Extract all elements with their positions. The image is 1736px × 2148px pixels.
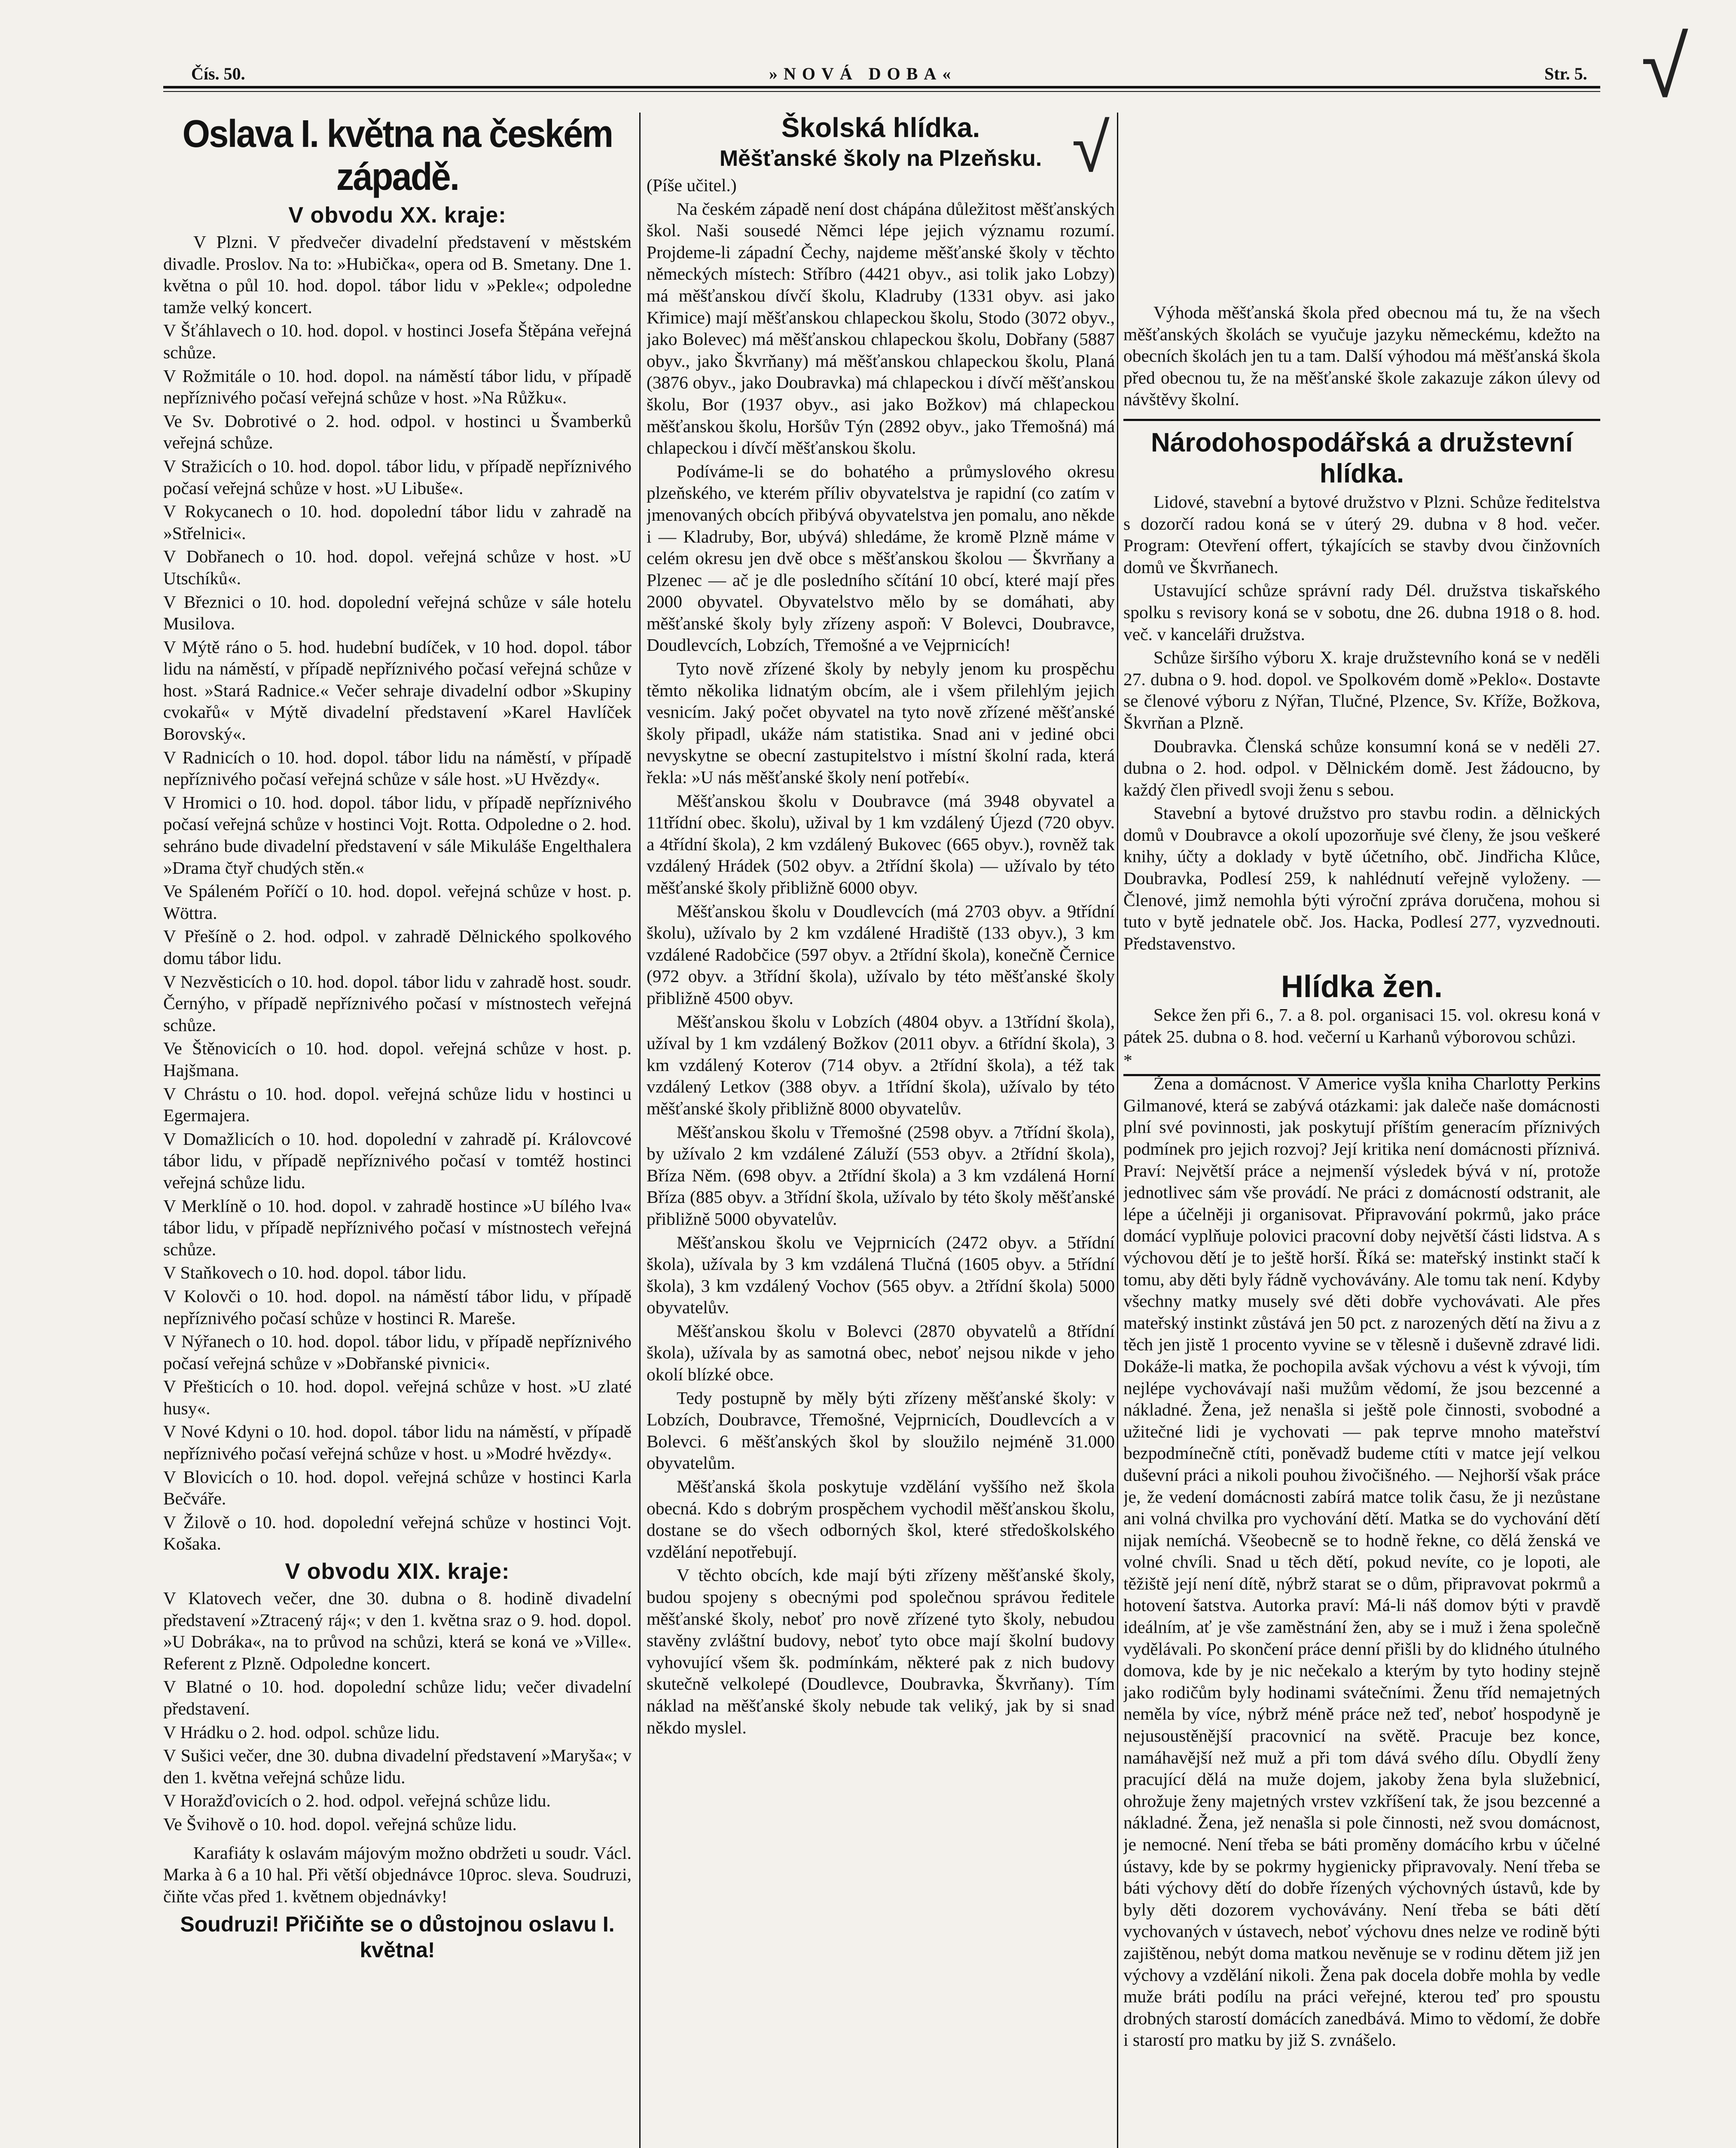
event-item: V Rokycanech o 10. hod. dopolední tábor lidu v zahradě na »Střelnici«. [163,501,632,543]
event-item: Ve Švihově o 10. hod. dopol. veřejná schůze lidu. [163,1814,517,1834]
women-home-article: Žena a domácnost. V Americe vyšla kniha Charlotty Perkins Gilmanové, která se zabývá otázkami: jak daleče naše domácnosti plní své povinnosti, jak poskytují příštím generacím příznivých podmínek pro jejich rozvoj? Její kritika není domácnosti příznivá. Praví: Největší práce a nejmenší výsledek bývá v ní, protože jednotlivec sám vše provádí. Ne práci z domácností odstranit, ale lépe a účelněji ji organisovat. Připravování pokrmů, jako práce domácí vyplňuje polovici pracovní doby největší části lidstva. A s výchovou dětí je to ještě horší. Říká se: mateřský instinkt stačí k tomu, aby děti byly řádně vychovávány. Ale tomu tak není. Kdyby všechny matky musely své děti dobře vychovávati. Ale přes mateřský instinkt zůstává jen 50 pct. z narozených dětí na živu a z těch jen jistě 1 procento vyvine se v tělesně i duševně zdravé lidi. Dokáže-li matka, že pochopila avšak výchovu a vést k vývoji, tím nejlépe vychovávají naši mužům vědomí, že jsou bezcenné a nákladné. Žena, jež nenašla si ještě pole činnosti, svobodné a užitečné lidi je vychovati — pak teprve mnoho mateřství bezpodmínečně ctíti, poněvadž budeme ctíti v matce její velkou duševní práci a nikoli pouhou živočišného. — Nejhorší však práce je, že vedení domácnosti zabírá matce tolik času, že ji nezůstane ani volná chvilka pro vychování dětí. Matka se do vychování dětí nijak nemíchá. Všeobecně se to hodně řekne, co dělá ženská ve volné chvíli. Snad u těch dětí, pokud nevíte, co je lopoti, ale těžiště její není dítě, nýbrž starat se o dům, připravovat pokrmů a hotovení šatstva. Autorka praví: Má-li náš domov býti v pravdě ideálním, ať je vše zaměstnání žen, aby se i muž i žena společně vydělávali. Po skončení práce denní přišli by do klidného útulného domova, kde by je nic nečekalo a kterým by tyto hodiny stejně jako rodičům byly hodinami svátečními. Ženu tříd nemajetných neměla by více, nýbrž méně práce než teď, neboť hospodyně je nejusoustěnější pracovnicí na světě. Pracuje bez konce, namáhavější než muž a při tom dává svého dílu. Obydlí ženy pracující dělá na muže dojem, jakoby žena byla služebnicí, ohrožuje ženy majetných vrstev vzkříšení tak, že jsou bezcenné a nákladné. Žena, jež nenašla si pole činnosti, než svou domácnost, je nemocné. Není třeba se báti proměny domácího krbu v účelné ústavy, kde by se pokrmy hygienicky připravovaly. Není třeba se báti výchovy dětí do dobře řízených výchovných ústavů, kde by byly děti dozorem vychovávány. Není třeba se báti dětí vychovaných v ústavech, neboť výchovu dnes nelze ve rodině býti zajištěnou, nebýt doma matkou nevěnuje se v rodinu dětem již jen výchovy a vzdělání nikoli. Žena pak docela dobře mohla by vedle muže bráti podílu na práci veřejné, kterou teď pro spoustu drobných starostí domácích zanedbává. Mimo to vědomí, že dobře i starostí pro matku by již S. zvnášelo. [1123,1074,1600,2050]
column-divider-2 [1117,113,1118,2148]
event-item: V Nezvěsticích o 10. hod. dopol. tábor lidu v zahradě host. soudr. Černýho, v případě nepříznivého počasí v místnostech veřejná schůze. [163,971,632,1035]
closing-call: Soudruzi! Přičiňte se o důstojnou oslavu I. května! [180,1912,615,1962]
economic-section-title: Národohospodářská a družstevní hlídka. [1151,427,1573,488]
event-item: V Kolovči o 10. hod. dopol. na náměstí tábor lidu, v případě nepříznivého počasí schůze v hostinci R. Mareše. [163,1286,632,1328]
district-20-heading: V obvodu XX. kraje: [288,203,506,228]
article-paragraph: Měšťanskou školu v Lobzích (4804 obyv. a 13třídní škola), užíval by 1 km vzdálený Božkov (2011 obyv. a 6třídní škola), 3 km vzdálený Koterov (714 obyv. a 2třídní škola), a též tak vzdálený Letkov (388 obyv. a 1třídní škola), užívalo by této měšťanské školy přibližně 8000 obyvatelův. [647,1011,1115,1118]
event-item: V Přešticích o 10. hod. dopol. veřejná schůze v host. »U zlaté husy«. [163,1376,632,1418]
article-title-may-day: Oslava I. května na českém západě. [182,113,613,198]
separator-star: * [1123,1050,1132,1070]
article-paragraph: Měšťanská škola poskytuje vzdělání vyššího než škola obecná. Kdo s dobrým prospěchem vychodil měšťanskou školu, dostane se do všech odborných škol, které středoškolského vzdělání nepotřebují. [647,1477,1115,1562]
coop-item: Lidové, stavební a bytové družstvo v Plzni. Schůze ředitelstva s dozorčí radou koná se v úterý 29. dubna v 8 hod. večer. Program: Otevření offert, týkajících se stavby dvou činžovních domů ve Škvrňanech. [1123,491,1600,577]
event-item: V Chrástu o 10. hod. dopol. veřejná schůze lidu v hostinci u Egermajera. [163,1083,632,1126]
column-divider-1 [639,113,641,2148]
event-item: V Horažďovicích o 2. hod. odpol. veřejná schůze lidu. [163,1791,551,1811]
event-item: V Sušici večer, dne 30. dubna divadelní představení »Maryša«; v den 1. května veřejná schůze lidu. [163,1745,632,1787]
article-paragraph: Měšťanskou školu v Doudlevcích (má 2703 obyv. a 9třídní školu), užívalo by 2 km vzdálené Hradiště (133 obyv.), 3 km vzdálené Radobčice (597 obyv. a 2třídní škola), konečně Černice (972 obyv. a 3třídní škola), užívalo by této měšťanské školy přibližně 4500 obyv. [647,901,1115,1008]
coop-item: Ustavující schůze správní rady Dél. družstva tiskařského spolku s revisory koná se v sobotu, dne 26. dubna 1918 o 8. hod. več. v kanceláři družstva. [1123,580,1600,644]
school-watch-subtitle: Měšťanské školy na Plzeňsku. [719,146,1042,171]
event-item: Ve Štěnovicích o 10. hod. dopol. veřejná schůze v host. p. Hajšmana. [163,1038,632,1080]
coop-item: Stavební a bytové družstvo pro stavbu rodin. a dělnických domů v Doubravce a okolí upozorňuje své členy, že jsou veškeré knihy, účty a doklady v bytě účetního, obč. Jindřicha Klůce, Doubravka, Podlesí 259, k nahlédnutí veřejně vyloženy. — Členové, jimž nemohla býti výroční zpráva doručena, mohou si tuto v bytě jednatele obč. Jos. Hacka, Podlesí 277, vyzvednouti. Představenstvo. [1123,803,1600,953]
event-item: V Žilově o 10. hod. dopolední veřejná schůze v hostinci Vojt. Košaka. [163,1512,632,1554]
column-checkmark: √ [1072,107,1110,188]
event-item: V Blatné o 10. hod. dopolední schůze lidu; večer divadelní představení. [163,1677,632,1718]
page-header [191,64,1600,82]
event-item: V Hrádku o 2. hod. odpol. schůze lidu. [163,1722,440,1742]
article-paragraph: Na českém západě není dost chápána důležitost měšťanských škol. Naši sousedé Němci lépe jejich významu rozumí. Projdeme-li západní Čechy, najdeme měšťanské školy v těchto německých místech: Stříbro (4421 obyv., asi tolik jako Lobzy) má měšťanskou dívčí školu, Kladruby (1331 obyv. asi jako Křimice) mají měšťanskou chlapeckou školu, Stodo (3072 obyv., jako Bolevec) má měšťanskou chlapeckou školu, Dobřany (5887 obyv., jako Škvrňany) má měšťanskou chlapeckou školu, Planá (3876 obyv., jako Doubravka) má chlapeckou i dívčí měšťanskou školu, Bor (1937 obyv., asi jako Božkov) má chlapeckou měšťanskou školu, Horšův Týn (2892 obyv., jako Třemošná) má chlapeckou i dívčí měšťanskou školu. [647,198,1115,458]
event-item: V Domažlicích o 10. hod. dopolední v zahradě pí. Královcové tábor lidu, v případě nepříznivého počasí v tomtéž hostinci veřejná schůze lidu. [163,1129,632,1192]
article-paragraph: V těchto obcích, kde mají býti zřízeny měšťanské školy, budou spojeny s obecnými pod společnou správou ředitele měšťanské školy, neboť pro nově zřízené tyto školy, nebudou stavěny zvláštní budovy, neboť tyto obce mají školní budovy vyhovující všem šk. podmínkám, některé pak z nich budovy skutečně velkolepé (Doudlevce, Doubravka, Škvrňany). Tím náklad na měšťanské školy nebude tak veliký, jak by si snad někdo myslel. [647,1565,1115,1737]
event-item: V Dobřanech o 10. hod. dopol. veřejná schůze v host. »U Utschíků«. [163,546,632,588]
women-section-notice: Sekce žen při 6., 7. a 8. pol. organisaci 15. vol. okresu koná v pátek 25. dubna o 8. hod. večerní u Karhanů výborovou schůzi. [1123,1005,1600,1047]
event-item: V Rožmitále o 10. hod. dopol. na náměstí tábor lidu, v případě nepříznivého počasí veřejná schůze v host. »Na Růžku«. [163,366,632,408]
school-continuation: Výhoda měšťanská škola před obecnou má tu, že na všech měšťanských školách se vyučuje jazyku německému, kdežto na obecních školách jen tu a tam. Další výhodou má měšťanská škola před obecnou tu, že na měšťanské škole zakazuje zákon úlevy od návštěvy školní. [1123,302,1600,409]
event-item: V Blovicích o 10. hod. dopol. veřejná schůze v hostinci Karla Bečváře. [163,1467,632,1509]
event-item: V Stražicích o 10. hod. dopol. tábor lidu, v případě nepříznivého počasí veřejná schůze v host. »U Libuše«. [163,456,632,498]
event-item: V Nové Kdyni o 10. hod. dopol. tábor lidu na náměstí, v případě nepříznivého počasí veřejná schůze v host. u »Modré hvězdy«. [163,1422,632,1464]
district-19-heading: V obvodu XIX. kraje: [285,1559,510,1584]
page-number: Str. 5. [1544,64,1587,83]
header-rule-thin [163,91,1600,92]
school-watch-title: Školská hlídka. [781,113,980,143]
event-item: V Hromici o 10. hod. dopol. tábor lidu, v případě nepříznivého počasí veřejná schůze v hostinci Vojt. Rotta. Odpoledne o 2. hod. sehráno bude divadelní představení v sále Mikuláše Engelthalera »Drama čtyř chudých stěn.« [163,792,632,878]
coop-item: Schůze širšího výboru X. kraje družstevního koná se v neděli 27. dubna o 9. hod. dopol. ve Spolkovém domě »Peklo«. Dostavte se členové výboru z Nýřan, Tlučné, Plzence, Sv. Kříže, Božkova, Škvrňan a Plzně. [1123,647,1600,732]
carnations-notice: Karafiáty k oslavám májovým možno obdržeti u soudr. Václ. Marka à 6 a 10 hal. Při větší objednávce 10proc. sleva. Soudruzi, čiňte včas před 1. květnem objednávky! [163,1843,632,1906]
event-item: Ve Spáleném Poříčí o 10. hod. dopol. veřejná schůze v host. p. Wöttra. [163,881,632,923]
article-paragraph: Měšťanskou školu v Bolevci (2870 obyvatelů a 8třídní škola), užívala by as samotná obec, neboť nejsou nikde v jeho okolí blízké obce. [647,1321,1115,1385]
column-2 [647,113,1115,2148]
column-1 [163,113,632,2148]
coop-item: Doubravka. Členská schůze konsumní koná se v neděli 27. dubna o 2. hod. odpol. v Dělnickém domě. Jest žádoucno, by každý člen přivedl svoji ženu s sebou. [1123,736,1600,799]
margin-checkmark: √ [1641,17,1688,117]
article-paragraph: Tyto nově zřízené školy by nebyly jenom ku prospěchu těmto několika lidnatým obcím, ale i všem přilehlým jejich vesnicím. Jaký počet obyvatel na tyto nově zřízené měšťanské školy připadl, ukáže nám statistika. Snad ani v jediné obci nevyskytne se obecní zastupitelstvo i místní školní rada, která řekla: »U nás měšťanské školy není potřebí«. [647,659,1115,787]
header-rule [163,86,1600,88]
byline: (Píše učitel.) [647,175,737,195]
article-paragraph: Tedy postupně by měly býti zřízeny měšťanské školy: v Lobzích, Doubravce, Třemošné, Vejprnicích, Doudlevcích a v Bolevci. 6 měšťanských škol by sloužilo nejméně 31.000 obyvatelům. [647,1388,1115,1473]
women-section-title: Hlídka žen. [1281,970,1443,1004]
event-item: V Nýřanech o 10. hod. dopol. tábor lidu, v případě nepříznivého počasí veřejná schůze v »Dobřanské pivnici«. [163,1331,632,1373]
event-item: V Přešíně o 2. hod. odpol. v zahradě Dělnického spolkového domu tábor lidu. [163,926,632,968]
article-paragraph: Podíváme-li se do bohatého a průmyslového okresu plzeňského, ve kterém příliv obyvatelstva je rapidní (co zatím v jmenovaných obcích přibývá obyvatelstva jen pomalu, ano někde i — Kladruby, Bor, ubývá) shledáme, že kromě Plzně máme v celém okresu jen dvě obce s měšťanskou školou — Škvrňany a Plzenec — ač je dle posledního sčítání 10 obcí, které mají přes 2000 obyvatel. Obyvatelstvo mělo by se domáhati, aby měšťanské školy byly zřízeny aspoň: V Bolevci, Doubravce, Doudlevcích, Lobzích, Třemošné a ve Vejprnicích! [647,461,1115,655]
issue-number: Čís. 50. [191,64,245,83]
masthead-title: »NOVÁ DOBA« [769,64,957,83]
event-item: V Merklíně o 10. hod. dopol. v zahradě hostince »U bílého lva« tábor lidu, v případě nepříznivého počasí v místnostech veřejná schůze. [163,1196,632,1259]
event-item: V Staňkovech o 10. hod. dopol. tábor lidu. [163,1263,467,1283]
event-item: V Březnici o 10. hod. dopolední veřejná schůze v sále hotelu Musilova. [163,592,632,634]
article-paragraph: Měšťanskou školu v Třemošné (2598 obyv. a 7třídní škola), by užívalo 2 km vzdálené Záluží (553 obyv. a 2třídní škola), Bříza Něm. (698 obyv. a 2třídní škola) a 3 km vzdálená Horní Bříza (885 obyv. a 3třídní škola, užívalo by této školy měšťanské přibližně 5000 obyvatelův. [647,1122,1115,1229]
event-item: V Mýtě ráno o 5. hod. hudební budíček, v 10 hod. dopol. tábor lidu na náměstí, v případě nepříznivého počasí veřejná schůze v host. »Stará Radnice.« Večer sehraje divadelní odbor »Skupiny cvokařů« v Mýtě divadelní představení »Karel Havlíček Borovský«. [163,637,632,744]
pilsen-paragraph: V Plzni. V předvečer divadelní představení v městském divadle. Proslov. Na to: »Hubička«, opera od B. Smetany. Dne 1. května o půl 10. hod. dopol. tábor lidu v »Pekle«; odpoledne tamže velký koncert. [163,232,632,317]
article-paragraph: Měšťanskou školu v Doubravce (má 3948 obyvatel a 11třídní obec. školu), užival by 1 km vzdálený Újezd (720 obyv. a 4třídní škola), 2 km vzdálený Bukovec (665 obyv.), rovněž tak vzdálený Hrádek (502 obyv. a 2třídní škola) — užívalo by této měšťanské školy přibližně 6000 obyv. [647,790,1115,897]
event-item: Ve Sv. Dobrotivé o 2. hod. odpol. v hostinci u Švamberků veřejná schůze. [163,411,632,453]
event-item: V Šťáhlavech o 10. hod. dopol. v hostinci Josefa Štěpána veřejná schůze. [163,320,632,362]
article-paragraph: Měšťanskou školu ve Vejprnicích (2472 obyv. a 5třídní škola), užívala by 3 km vzdálená Tlučná (1605 obyv. a 5třídní škola), 3 km vzdálený Vochov (565 obyv. a 2třídní škola) 5000 obyvatelův. [647,1232,1115,1318]
event-item: V Radnicích o 10. hod. dopol. tábor lidu na náměstí, v případě nepříznivého počasí veřejná schůze v sále host. »U Hvězdy«. [163,747,632,789]
column-3 [1123,113,1600,2148]
event-item: V Klatovech večer, dne 30. dubna o 8. hodině divadelní představení »Ztracený ráj«; v den 1. května sraz o 9. hod. dopol. »U Dobráka«, na to průvod na schůzi, která se koná ve »Ville«. Referent z Plzně. Odpoledne koncert. [163,1588,632,1673]
